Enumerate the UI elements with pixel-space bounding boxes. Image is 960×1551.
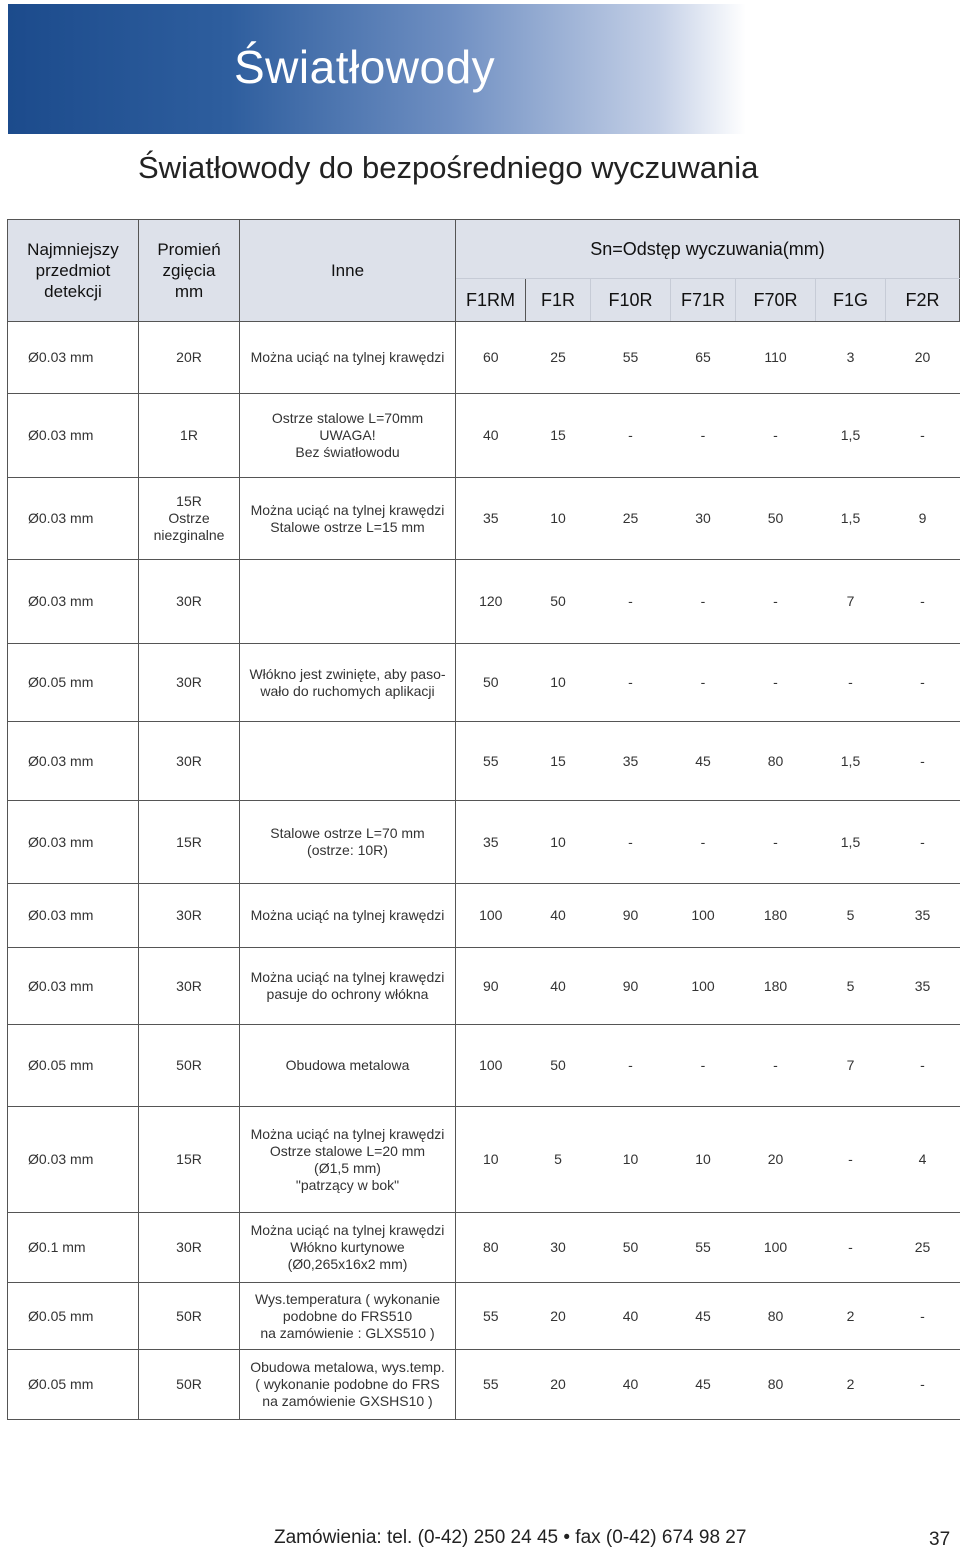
value-cell: 35	[456, 801, 526, 884]
header-detection: Najmniejszy przedmiot detekcji	[8, 220, 139, 322]
table-row	[8, 1107, 960, 1213]
radius-cell: 30R	[139, 644, 240, 722]
other-cell: Wys.temperatura ( wykonanie podobne do FRS510 na zamówienie : GLXS510 )	[240, 1283, 456, 1350]
value-cell: 40	[591, 1283, 671, 1350]
value-cell: -	[736, 1025, 816, 1107]
detection-cell: Ø0.03 mm	[8, 322, 139, 394]
other-cell: Ostrze stalowe L=70mm UWAGA! Bez światłowodu	[240, 394, 456, 478]
value-cell: 55	[671, 1213, 736, 1283]
value-cell: 1,5	[816, 394, 886, 478]
banner-title: Światłowody	[234, 41, 496, 93]
value-cell: -	[671, 644, 736, 722]
col-header: F1R	[526, 279, 591, 322]
value-cell: 50	[526, 560, 591, 644]
value-cell: -	[886, 801, 960, 884]
page-number: 37	[929, 1529, 951, 1550]
value-cell: 50	[591, 1213, 671, 1283]
value-cell: 55	[456, 1283, 526, 1350]
value-cell: 2	[816, 1350, 886, 1420]
value-cell: 15	[526, 394, 591, 478]
value-cell: 50	[736, 478, 816, 560]
value-cell: 10	[526, 801, 591, 884]
value-cell: -	[816, 1107, 886, 1213]
other-cell: Obudowa metalowa	[240, 1025, 456, 1107]
value-cell: 5	[816, 884, 886, 948]
table-row	[8, 1283, 960, 1350]
header-radius: Promień zgięcia mm	[139, 220, 240, 322]
col-header: F1RM	[456, 279, 526, 322]
detection-cell: Ø0.05 mm	[8, 1350, 139, 1420]
value-cell: 35	[456, 478, 526, 560]
col-header: F2R	[886, 279, 960, 322]
value-cell: -	[736, 394, 816, 478]
header-banner	[8, 4, 746, 134]
other-cell	[240, 560, 456, 644]
value-cell: 5	[526, 1107, 591, 1213]
value-cell: 45	[671, 1283, 736, 1350]
table-row	[8, 1350, 960, 1420]
value-cell: 90	[591, 948, 671, 1025]
value-cell: 90	[456, 948, 526, 1025]
value-cell: 20	[526, 1283, 591, 1350]
value-cell: 180	[736, 948, 816, 1025]
detection-cell: Ø0.03 mm	[8, 1107, 139, 1213]
value-cell: 10	[526, 644, 591, 722]
col-header: F70R	[736, 279, 816, 322]
value-cell: 110	[736, 322, 816, 394]
value-cell: 55	[456, 1350, 526, 1420]
page-subtitle: Światłowody do bezpośredniego wyczuwania	[138, 150, 759, 185]
value-cell: 20	[886, 322, 960, 394]
spec-table	[7, 219, 960, 1420]
table-row	[8, 948, 960, 1025]
value-cell: 120	[456, 560, 526, 644]
detection-cell: Ø0.05 mm	[8, 1025, 139, 1107]
value-cell: 65	[671, 322, 736, 394]
value-cell: -	[886, 1350, 960, 1420]
value-cell: -	[671, 1025, 736, 1107]
value-cell: 50	[456, 644, 526, 722]
value-cell: 5	[816, 948, 886, 1025]
detection-cell: Ø0.03 mm	[8, 478, 139, 560]
value-cell: 25	[591, 478, 671, 560]
detection-cell: Ø0.03 mm	[8, 948, 139, 1025]
detection-cell: Ø0.1 mm	[8, 1213, 139, 1283]
radius-cell: 50R	[139, 1025, 240, 1107]
value-cell: 7	[816, 1025, 886, 1107]
detection-cell: Ø0.05 mm	[8, 1283, 139, 1350]
value-cell: 10	[526, 478, 591, 560]
value-cell: 80	[456, 1213, 526, 1283]
value-cell: 2	[816, 1283, 886, 1350]
value-cell: -	[591, 394, 671, 478]
value-cell: 30	[671, 478, 736, 560]
value-cell: 1,5	[816, 722, 886, 801]
spec-table-wrap	[7, 219, 959, 1420]
header-distance-group: Sn=Odstęp wyczuwania(mm)	[456, 220, 960, 279]
radius-cell: 50R	[139, 1283, 240, 1350]
other-cell: Można uciąć na tylnej krawędzi pasuje do ochrony włókna	[240, 948, 456, 1025]
table-row	[8, 1025, 960, 1107]
detection-cell: Ø0.03 mm	[8, 884, 139, 948]
detection-cell: Ø0.03 mm	[8, 801, 139, 884]
value-cell: -	[886, 560, 960, 644]
radius-cell: 30R	[139, 1213, 240, 1283]
value-cell: 100	[671, 948, 736, 1025]
value-cell: -	[886, 644, 960, 722]
value-cell: 20	[736, 1107, 816, 1213]
value-cell: 45	[671, 722, 736, 801]
value-cell: 80	[736, 1283, 816, 1350]
value-cell: -	[886, 1283, 960, 1350]
value-cell: 55	[591, 322, 671, 394]
table-row	[8, 722, 960, 801]
value-cell: -	[886, 722, 960, 801]
table-row	[8, 801, 960, 884]
other-cell: Można uciąć na tylnej krawędzi Ostrze stalowe L=20 mm (Ø1,5 mm) "patrzący w bok"	[240, 1107, 456, 1213]
value-cell: 100	[456, 884, 526, 948]
value-cell: 45	[671, 1350, 736, 1420]
radius-cell: 20R	[139, 322, 240, 394]
value-cell: 180	[736, 884, 816, 948]
other-cell: Można uciąć na tylnej krawędzi Włókno kurtynowe (Ø0,265x16x2 mm)	[240, 1213, 456, 1283]
value-cell: 25	[886, 1213, 960, 1283]
radius-cell: 30R	[139, 884, 240, 948]
value-cell: -	[671, 560, 736, 644]
radius-cell: 15R	[139, 801, 240, 884]
table-row	[8, 644, 960, 722]
radius-cell: 30R	[139, 560, 240, 644]
value-cell: -	[591, 560, 671, 644]
value-cell: 40	[526, 948, 591, 1025]
value-cell: 50	[526, 1025, 591, 1107]
value-cell: 10	[671, 1107, 736, 1213]
value-cell: 10	[591, 1107, 671, 1213]
table-row	[8, 394, 960, 478]
value-cell: 35	[886, 948, 960, 1025]
value-cell: -	[591, 1025, 671, 1107]
value-cell: 100	[456, 1025, 526, 1107]
radius-cell: 15R Ostrze niezginalne	[139, 478, 240, 560]
value-cell: 10	[456, 1107, 526, 1213]
value-cell: 3	[816, 322, 886, 394]
table-row	[8, 1213, 960, 1283]
value-cell: -	[591, 801, 671, 884]
value-cell: 35	[886, 884, 960, 948]
other-cell	[240, 722, 456, 801]
value-cell: -	[886, 394, 960, 478]
table-row	[8, 322, 960, 394]
other-cell: Obudowa metalowa, wys.temp. ( wykonanie podobne do FRS na zamówienie GXSHS10 )	[240, 1350, 456, 1420]
footer-contact: Zamówienia: tel. (0-42) 250 24 45 • fax (0-42) 674 98 27	[274, 1527, 747, 1548]
value-cell: -	[591, 644, 671, 722]
value-cell: 35	[591, 722, 671, 801]
detection-cell: Ø0.05 mm	[8, 644, 139, 722]
table-row	[8, 478, 960, 560]
value-cell: 60	[456, 322, 526, 394]
other-cell: Włókno jest zwinięte, aby paso- wało do ruchomych aplikacji	[240, 644, 456, 722]
other-cell: Można uciąć na tylnej krawędzi	[240, 322, 456, 394]
radius-cell: 30R	[139, 948, 240, 1025]
value-cell: 1,5	[816, 801, 886, 884]
value-cell: 4	[886, 1107, 960, 1213]
value-cell: -	[886, 1025, 960, 1107]
value-cell: 40	[526, 884, 591, 948]
col-header: F71R	[671, 279, 736, 322]
value-cell: 40	[591, 1350, 671, 1420]
value-cell: -	[816, 1213, 886, 1283]
value-cell: 100	[736, 1213, 816, 1283]
value-cell: 40	[456, 394, 526, 478]
detection-cell: Ø0.03 mm	[8, 394, 139, 478]
radius-cell: 50R	[139, 1350, 240, 1420]
value-cell: -	[816, 644, 886, 722]
table-row	[8, 884, 960, 948]
value-cell: -	[671, 394, 736, 478]
detection-cell: Ø0.03 mm	[8, 560, 139, 644]
value-cell: -	[671, 801, 736, 884]
radius-cell: 30R	[139, 722, 240, 801]
value-cell: -	[736, 801, 816, 884]
header-other: Inne	[240, 220, 456, 322]
value-cell: 80	[736, 1350, 816, 1420]
value-cell: 90	[591, 884, 671, 948]
radius-cell: 1R	[139, 394, 240, 478]
value-cell: 20	[526, 1350, 591, 1420]
other-cell: Można uciąć na tylnej krawędzi Stalowe ostrze L=15 mm	[240, 478, 456, 560]
value-cell: -	[736, 644, 816, 722]
other-cell: Można uciąć na tylnej krawędzi	[240, 884, 456, 948]
value-cell: 1,5	[816, 478, 886, 560]
radius-cell: 15R	[139, 1107, 240, 1213]
value-cell: 80	[736, 722, 816, 801]
value-cell: 55	[456, 722, 526, 801]
col-header: F10R	[591, 279, 671, 322]
value-cell: 25	[526, 322, 591, 394]
value-cell: -	[736, 560, 816, 644]
other-cell: Stalowe ostrze L=70 mm (ostrze: 10R)	[240, 801, 456, 884]
value-cell: 7	[816, 560, 886, 644]
value-cell: 15	[526, 722, 591, 801]
value-cell: 9	[886, 478, 960, 560]
detection-cell: Ø0.03 mm	[8, 722, 139, 801]
value-cell: 30	[526, 1213, 591, 1283]
table-row	[8, 560, 960, 644]
value-cell: 100	[671, 884, 736, 948]
col-header: F1G	[816, 279, 886, 322]
